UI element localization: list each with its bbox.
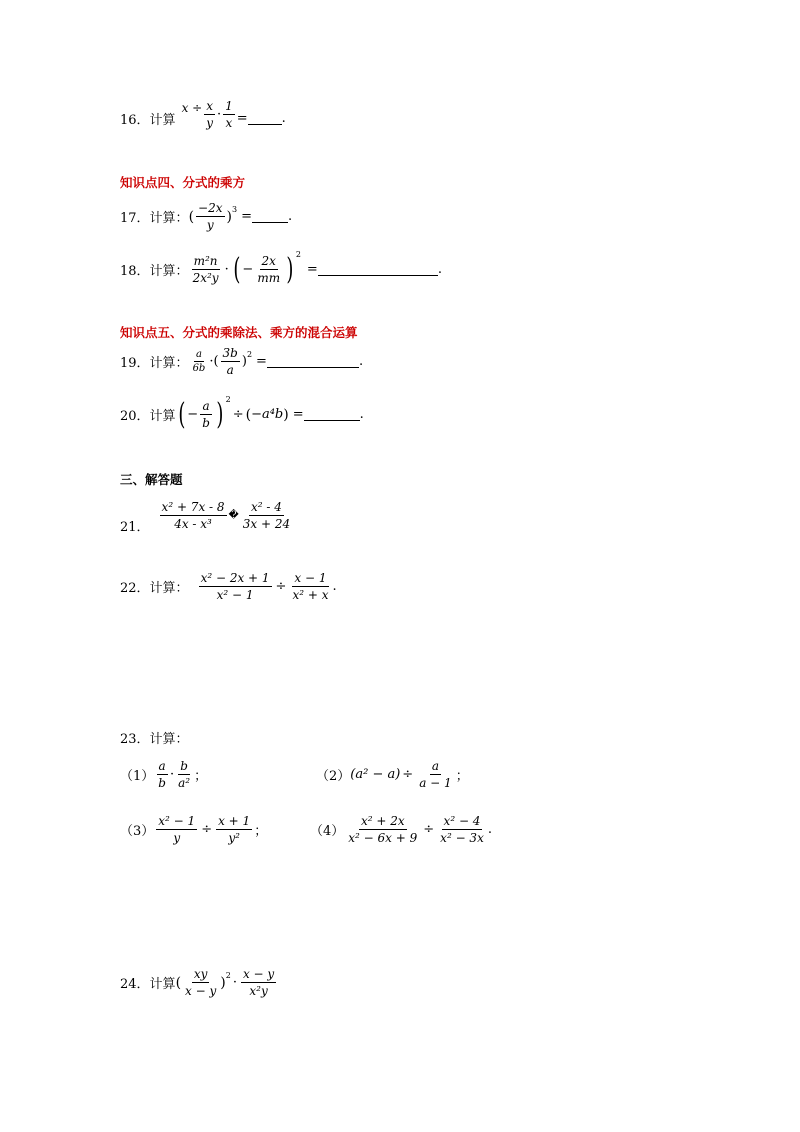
question-23-part-3 [120, 813, 267, 846]
fraction: $\frac{a}{b}$ [202, 399, 210, 431]
dot-operator: · [224, 262, 229, 278]
exponent: 2 [246, 350, 253, 360]
semicolon: ； [455, 769, 469, 785]
question-24 [120, 966, 278, 999]
fraction: $\frac{-2x}{y}$ [198, 201, 223, 233]
fraction: $\frac{x}{y}$ [206, 99, 213, 131]
divide-operator: ÷ [423, 822, 435, 838]
fraction: $\frac{2x}{mm}$ [257, 254, 281, 286]
operator: ·( [209, 354, 219, 370]
period: . [332, 579, 337, 595]
exponent: 2 [225, 971, 231, 981]
exponent: 2 [225, 395, 231, 405]
question-label: 计算 [149, 409, 176, 425]
question-label: 计算 [149, 977, 176, 993]
period: . [359, 407, 364, 423]
section-heading-answers: 三、解答题 [120, 472, 183, 487]
answer-blank[interactable] [318, 263, 438, 276]
question-17 [120, 200, 292, 233]
part-tag: （1） [120, 769, 155, 785]
fraction: $\frac{a}{a - 1}$ [419, 759, 452, 791]
question-label: 计算： [149, 356, 189, 372]
minus-sign: − [242, 262, 254, 278]
inner-expr: −a⁴b [251, 407, 284, 423]
question-19 [120, 345, 363, 378]
fraction: $\frac{x + 1}{\text{y²}}$ [218, 814, 251, 846]
fraction: $\frac{x - y}{\text{x²y}}$ [242, 967, 275, 999]
question-number: 23． [120, 732, 150, 747]
part-tag: （3） [120, 824, 155, 840]
fraction: $\frac{\text{x² − 4}}{\text{x² − 3x}}$ [440, 814, 484, 846]
question-18: 18． 计算： $\frac{\text{m²n}}{\text{2x²y}}$ · ( − $\frac{2x}{mm}$ ) $^2$ = . [120, 250, 442, 287]
paren: ( [175, 974, 182, 991]
dot-operator: · [232, 975, 237, 991]
question-number: 19． [120, 356, 150, 372]
divide-operator: ÷ [402, 767, 414, 783]
fraction: $\frac{\text{x² + 2x}}{\text{x² − 6x + 9}}$ [348, 814, 418, 846]
question-23-part-2 [316, 758, 469, 791]
fraction: $\frac{\text{x² + 7x - 8}}{\text{4x - x³}}$ [161, 499, 225, 531]
period: . [437, 262, 442, 278]
section-heading-5: 知识点五、分式的乘除法、乘方的混合运算 [120, 325, 358, 340]
fraction: $\frac{x - 1}{\text{x² + x}}$ [292, 571, 329, 603]
period: . [287, 209, 293, 225]
paren: ) [220, 974, 226, 991]
question-label: 计算： [149, 732, 189, 747]
equals-sign: = [292, 407, 304, 423]
fraction: $\frac{\text{x² − 1}}{y}$ [158, 814, 196, 846]
question-label: 计算： [149, 581, 189, 597]
semicolon: ； [194, 769, 208, 785]
fraction: $\frac{\text{x² − 2x + 1}}{\text{x² − 1}}$ [200, 571, 270, 603]
equals-sign: = [236, 111, 248, 127]
question-21 [120, 496, 294, 535]
question-label: 计算： [149, 264, 189, 280]
question-label: 计算 [149, 113, 176, 129]
answer-blank[interactable] [252, 210, 288, 223]
question-22 [120, 570, 337, 603]
paren: ) [226, 208, 232, 225]
question-20: 20． 计算 ( − $\frac{a}{b}$ ) $^2$ ÷ ( −a⁴b ) = . [120, 395, 364, 432]
answer-blank[interactable] [248, 112, 282, 125]
fraction: $\frac{a}{6b}$ [192, 348, 206, 375]
exponent: 2 [295, 250, 301, 260]
equals-sign: = [241, 209, 252, 225]
dot-operator: · [169, 767, 175, 783]
fraction: $\frac{b}{\text{a²}}$ [178, 759, 191, 791]
divide-operator: ÷ [201, 822, 213, 838]
paren: ) [241, 354, 247, 370]
question-number: 16． [120, 113, 150, 129]
question-number: 17． [120, 211, 150, 227]
question-23-part-1 [120, 758, 207, 791]
question-23-part-4 [310, 813, 492, 846]
fraction: $\frac{xy}{x - y}$ [185, 967, 217, 999]
question-number: 21． [120, 520, 150, 535]
divide-operator: ÷ [232, 407, 244, 423]
part-tag: （2） [316, 769, 351, 785]
question-23 [120, 728, 189, 747]
unknown-operator: � [228, 510, 239, 521]
fraction: $\frac{1}{x}$ [225, 99, 233, 131]
part-tag: （4） [310, 824, 345, 840]
question-number: 18． [120, 264, 150, 280]
fraction: $\frac{3b}{a}$ [222, 346, 238, 378]
question-number: 20． [120, 409, 150, 425]
period: . [281, 111, 286, 127]
divide-operator: ÷ [275, 579, 287, 595]
expr-lead: (a² − a) [350, 767, 401, 783]
period: . [487, 822, 492, 838]
equals-sign: = [306, 262, 318, 278]
section-heading-4: 知识点四、分式的乘方 [120, 175, 246, 190]
fraction: $\frac{\text{m²n}}{\text{2x²y}}$ [192, 254, 219, 286]
exponent: 3 [231, 205, 238, 215]
fraction: $\frac{a}{b}$ [158, 759, 166, 791]
expr-lead: x ÷ [181, 100, 203, 115]
equals-sign: = [256, 354, 267, 370]
dot-operator: · [216, 107, 222, 123]
semicolon: ； [254, 824, 268, 840]
answer-blank[interactable] [304, 408, 360, 421]
minus-sign: − [187, 407, 199, 423]
question-16 [120, 99, 286, 131]
question-label: 计算： [149, 211, 189, 227]
paren: ( [188, 208, 195, 225]
question-number: 24． [120, 977, 150, 993]
fraction: $\frac{\text{x² - 4}}{3x + 24}$ [242, 499, 291, 531]
answer-blank[interactable] [267, 355, 359, 368]
question-number: 22． [120, 581, 150, 597]
period: . [358, 354, 364, 370]
